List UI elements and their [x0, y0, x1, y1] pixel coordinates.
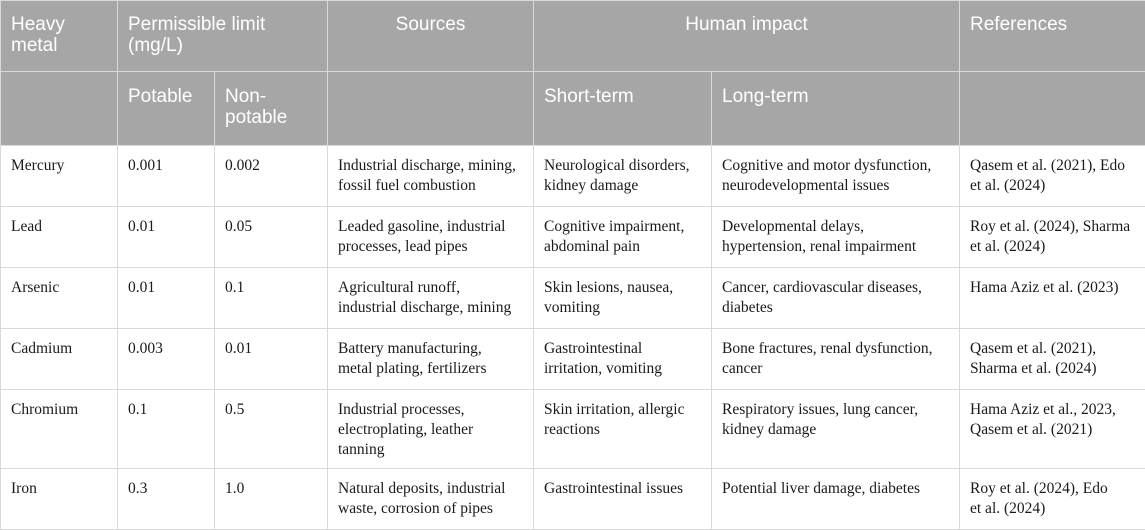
cell-sources: Battery manufacturing, metal plating, fertilizers [328, 329, 534, 390]
cell-metal: Cadmium [1, 329, 118, 390]
cell-potable: 0.001 [118, 146, 215, 207]
cell-potable: 0.3 [118, 469, 215, 530]
cell-short-term: Gastrointestinal irritation, vomiting [534, 329, 712, 390]
header-blank-references [960, 72, 1145, 146]
cell-metal: Chromium [1, 390, 118, 469]
cell-potable: 0.01 [118, 207, 215, 268]
cell-long-term: Developmental delays, hypertension, renal impairment [712, 207, 960, 268]
cell-references: Qasem et al. (2021), Edo et al. (2024) [960, 146, 1145, 207]
table-body [1, 146, 1145, 530]
header-short-term: Short-term [534, 72, 712, 146]
cell-short-term: Cognitive impairment, abdominal pain [534, 207, 712, 268]
cell-references: Roy et al. (2024), Sharma et al. (2024) [960, 207, 1145, 268]
header-blank-sources [328, 72, 534, 146]
cell-non-potable: 0.1 [215, 268, 328, 329]
cell-long-term: Potential liver damage, diabetes [712, 469, 960, 530]
cell-long-term: Respiratory issues, lung cancer, kidney damage [712, 390, 960, 469]
cell-long-term: Bone fractures, renal dysfunction, cancer [712, 329, 960, 390]
cell-long-term: Cognitive and motor dysfunction, neurodevelopmental issues [712, 146, 960, 207]
header-sources: Sources [328, 1, 534, 72]
cell-references: Hama Aziz et al. (2023) [960, 268, 1145, 329]
header-row-primary [1, 1, 1145, 72]
table-row [1, 207, 1145, 268]
header-permissible-limit: Permissible limit (mg/L) [118, 1, 328, 72]
table-header [1, 1, 1145, 146]
header-human-impact: Human impact [534, 1, 960, 72]
header-references: References [960, 1, 1145, 72]
cell-short-term: Neurological disorders, kidney damage [534, 146, 712, 207]
cell-references: Qasem et al. (2021), Sharma et al. (2024) [960, 329, 1145, 390]
cell-metal: Mercury [1, 146, 118, 207]
table-row [1, 146, 1145, 207]
table-row [1, 469, 1145, 530]
header-non-potable: Non- potable [215, 72, 328, 146]
cell-sources: Industrial discharge, mining, fossil fuel combustion [328, 146, 534, 207]
cell-non-potable: 0.5 [215, 390, 328, 469]
cell-references: Hama Aziz et al., 2023, Qasem et al. (2021) [960, 390, 1145, 469]
table-row [1, 390, 1145, 469]
header-long-term: Long-term [712, 72, 960, 146]
table-row [1, 329, 1145, 390]
cell-potable: 0.01 [118, 268, 215, 329]
cell-non-potable: 0.05 [215, 207, 328, 268]
table-row [1, 268, 1145, 329]
header-potable: Potable [118, 72, 215, 146]
cell-short-term: Skin lesions, nausea, vomiting [534, 268, 712, 329]
cell-metal: Iron [1, 469, 118, 530]
cell-potable: 0.003 [118, 329, 215, 390]
header-row-secondary [1, 72, 1145, 146]
cell-sources: Natural deposits, industrial waste, corrosion of pipes [328, 469, 534, 530]
cell-potable: 0.1 [118, 390, 215, 469]
cell-references: Roy et al. (2024), Edo et al. (2024) [960, 469, 1145, 530]
cell-short-term: Gastrointestinal issues [534, 469, 712, 530]
cell-non-potable: 0.01 [215, 329, 328, 390]
cell-long-term: Cancer, cardiovascular diseases, diabetes [712, 268, 960, 329]
cell-non-potable: 0.002 [215, 146, 328, 207]
header-blank-metal [1, 72, 118, 146]
cell-sources: Industrial processes, electroplating, leather tanning [328, 390, 534, 469]
cell-sources: Leaded gasoline, industrial processes, lead pipes [328, 207, 534, 268]
cell-non-potable: 1.0 [215, 469, 328, 530]
cell-short-term: Skin irritation, allergic reactions [534, 390, 712, 469]
cell-metal: Arsenic [1, 268, 118, 329]
cell-sources: Agricultural runoff, industrial discharge, mining [328, 268, 534, 329]
cell-metal: Lead [1, 207, 118, 268]
header-heavy-metal: Heavy metal [1, 1, 118, 72]
